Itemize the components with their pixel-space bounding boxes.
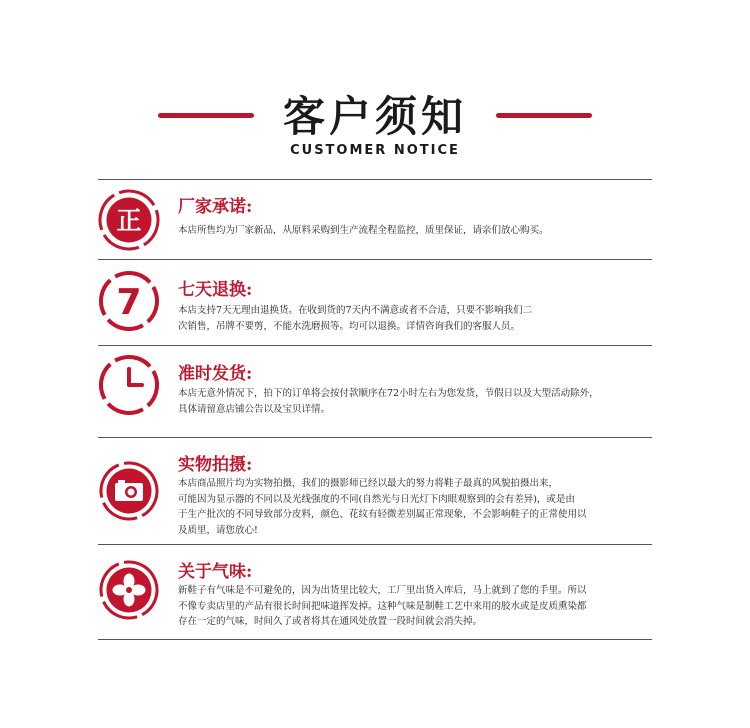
clock-icon: [98, 354, 160, 416]
icon-character: 正: [116, 206, 142, 235]
divider: [98, 639, 652, 640]
notice-header: [0, 0, 750, 170]
section-title: 准时发货:: [178, 364, 253, 384]
section-body: 本店无意外情况下，拍下的订单将会按付款顺序在72小时左右为您发货，节假日以及大型活动除外， 具体请留意店铺公告以及宝贝详情。: [178, 388, 599, 415]
section-factory-promise: [98, 180, 652, 260]
zheng-character-icon: [98, 189, 160, 251]
page-title: 客户须知: [282, 92, 467, 141]
fan-icon: [98, 559, 160, 621]
section-body: 本店商品照片均为实物拍摄，我们的摄影师已经以最大的努力将鞋子最真的风貌拍摄出来， 可能因为显示器的不同以及光线强度的不同(自然光与日光灯下肉眼观察到的会有差异)，或是由 于生产批次的不同导致部分皮料，颜色、花纹有轻微差别属正常现象，不会影响鞋子的正常使用以 及质里，请您放心!: [178, 478, 587, 536]
icon-number: 7: [116, 282, 142, 323]
section-body: 本店所售均为厂家新品，从原料采购到生产流程全程监控，质里保证，请亲们放心购买。: [178, 225, 549, 236]
section-real-photos: [98, 438, 652, 545]
section-title: 关于气味:: [178, 562, 253, 582]
section-body: 新鞋子有气味是不可避免的，因为出货里比较大，工厂里出货入库后，马上就到了您的手里。所以 不像专卖店里的产品有很长时间把味道挥发掉。这种气味是制鞋工艺中来用的胶水或是皮质熏染都 存在一定的气味，时间久了或者将其在通风处放置一段时间就会消失掉。: [178, 585, 587, 627]
page-subtitle: CUSTOMER NOTICE: [290, 143, 460, 158]
section-title: 七天退换:: [178, 280, 253, 300]
right-decorative-rule: [496, 113, 592, 118]
section-about-odor: [98, 545, 652, 640]
section-body: 本店支持7天无理由退换货。在收到货的7天内不满意或者不合适，只要不影响我们二 次销售，吊牌不要剪，不能水洗磨损等。均可以退换。详情咨询我们的客服人员。: [178, 305, 533, 332]
section-title: 厂家承诺:: [178, 197, 253, 217]
seven-days-icon: [98, 270, 160, 332]
camera-icon: [98, 460, 160, 522]
section-title: 实物拍摄:: [178, 455, 253, 475]
section-on-time-shipping: [98, 346, 652, 438]
section-seven-day-return: [98, 260, 652, 346]
